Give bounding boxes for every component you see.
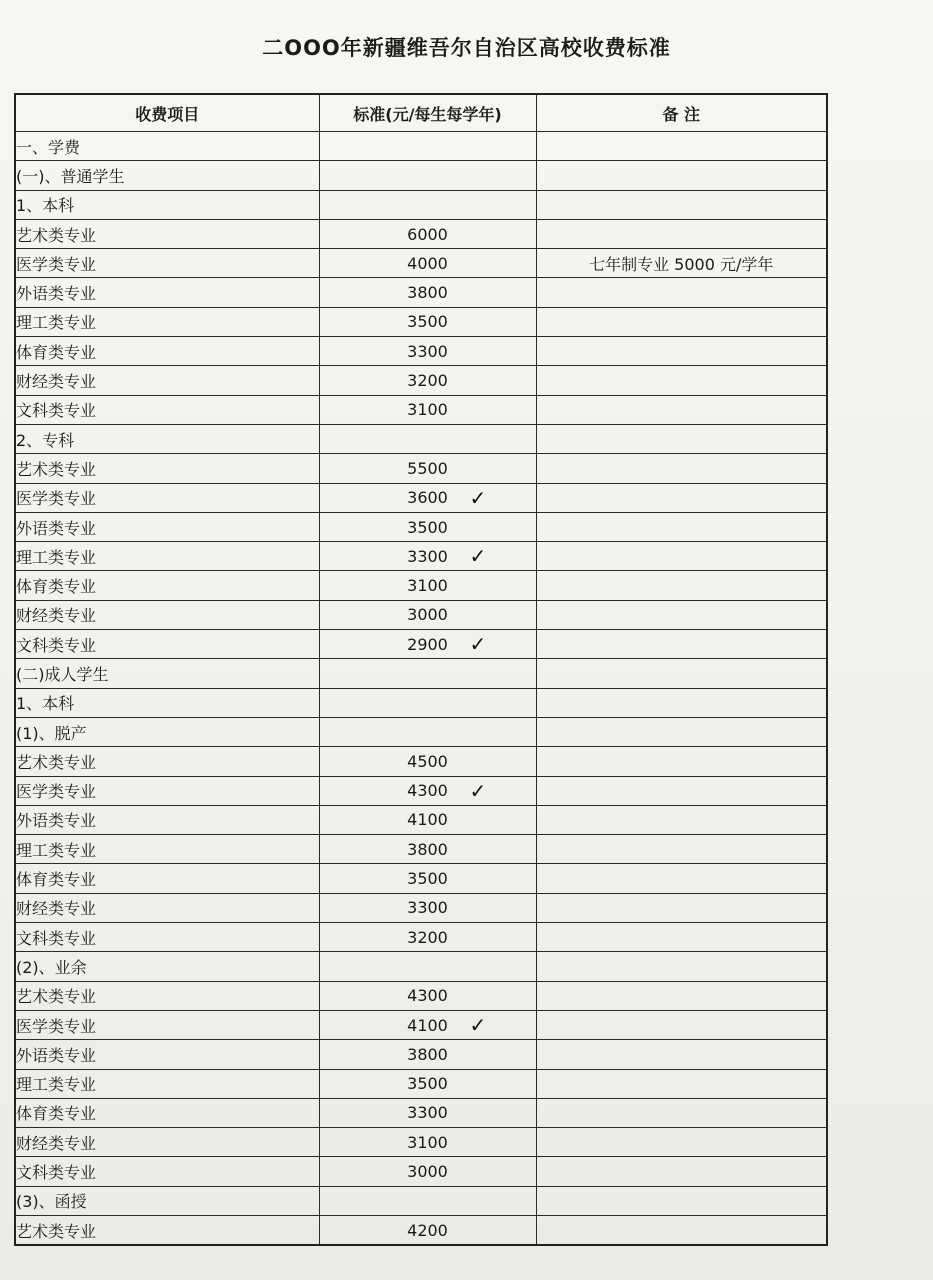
table-row [15,600,827,629]
fee-item-cell: 医学类专业 [15,483,319,512]
fee-note-cell [536,454,827,483]
fee-standard-value: 3300 [407,341,448,361]
fee-standard-cell [319,337,536,366]
fee-note-cell: 七年制专业 5000 元/学年 [536,249,827,278]
table-row [15,249,827,278]
table-row [15,981,827,1010]
fee-note-cell [536,805,827,834]
table-header-row [15,94,827,132]
fee-standard-cell [319,893,536,922]
table-row [15,542,827,571]
table-row [15,483,827,512]
fee-note-cell [536,981,827,1010]
fee-standard-cell [319,981,536,1010]
fee-note-cell [536,424,827,453]
header-note: 备 注 [536,94,827,132]
table-row [15,571,827,600]
fee-standard-value: 3000 [407,1162,448,1182]
fee-item-cell: 外语类专业 [15,1040,319,1069]
fee-note-cell [536,864,827,893]
table-row [15,1010,827,1039]
fee-note-cell [536,161,827,190]
fee-note-cell [536,1215,827,1245]
fee-item-cell: 文科类专业 [15,630,319,659]
fee-standard-value: 3500 [407,1074,448,1094]
fee-standard-cell [319,1069,536,1098]
fee-standard-value: 3500 [407,517,448,537]
fee-standard-cell [319,1186,536,1215]
table-row [15,1215,827,1245]
fee-standard-cell [319,190,536,219]
fee-standard-cell [319,512,536,541]
fee-note-cell [536,278,827,307]
table-row [15,630,827,659]
fee-standard-cell [319,805,536,834]
fee-standard-value: 4300 [407,986,448,1006]
fee-note-cell [536,717,827,746]
fee-standard-cell [319,1157,536,1186]
table-row [15,835,827,864]
fee-note-cell [536,659,827,688]
fee-note-cell [536,571,827,600]
table-row [15,717,827,746]
fee-standard-cell [319,571,536,600]
fee-standard-cell [319,688,536,717]
fee-standard-value: 3800 [407,839,448,859]
fee-item-cell: 外语类专业 [15,278,319,307]
fee-note-cell [536,952,827,981]
fee-standard-cell [319,1215,536,1245]
fee-note-cell [536,483,827,512]
fee-item-cell: 财经类专业 [15,600,319,629]
fee-note-cell [536,219,827,248]
fee-item-cell: (1)、脱产 [15,717,319,746]
fee-standard-value: 3800 [407,283,448,303]
fee-note-cell [536,190,827,219]
fee-standard-cell [319,1010,536,1039]
fee-standard-cell [319,454,536,483]
handwritten-check-icon: ✓ [469,1012,487,1037]
fee-standard-cell [319,1040,536,1069]
fee-standard-cell [319,483,536,512]
fee-standard-value: 3800 [407,1044,448,1064]
fee-standard-value: 3300 [407,546,448,566]
fee-item-cell: (3)、函授 [15,1186,319,1215]
table-row [15,952,827,981]
fee-note-cell [536,366,827,395]
fee-standard-cell [319,952,536,981]
handwritten-check-icon: ✓ [469,632,487,657]
fee-item-cell: 1、本科 [15,688,319,717]
fee-standard-cell [319,659,536,688]
fee-note-cell [536,1040,827,1069]
handwritten-check-icon: ✓ [469,778,487,803]
table-row [15,424,827,453]
table-row [15,454,827,483]
fee-item-cell: 财经类专业 [15,366,319,395]
fee-item-cell: 外语类专业 [15,512,319,541]
fee-item-cell: 财经类专业 [15,893,319,922]
fee-standard-value: 4500 [407,751,448,771]
handwritten-check-icon: ✓ [469,544,487,569]
fee-standard-cell [319,161,536,190]
fee-standard-value: 3500 [407,869,448,889]
table-row [15,1128,827,1157]
fee-table-body [15,132,827,1246]
table-row [15,805,827,834]
fee-standard-cell [319,424,536,453]
fee-note-cell [536,1157,827,1186]
handwritten-check-icon: ✓ [469,485,487,510]
fee-standard-cell [319,542,536,571]
fee-standard-cell [319,600,536,629]
fee-standard-cell [319,864,536,893]
table-row [15,307,827,336]
fee-item-cell: 医学类专业 [15,249,319,278]
fee-standard-value: 4200 [407,1220,448,1240]
fee-note-cell [536,600,827,629]
fee-note-cell [536,1098,827,1127]
fee-note-cell [536,747,827,776]
table-row [15,893,827,922]
fee-item-cell: (一)、普通学生 [15,161,319,190]
fee-standard-cell [319,776,536,805]
fee-standard-value: 4100 [407,1015,448,1035]
fee-item-cell: 理工类专业 [15,307,319,336]
fee-item-cell: 体育类专业 [15,337,319,366]
fee-note-cell [536,835,827,864]
fee-note-cell [536,893,827,922]
table-row [15,1040,827,1069]
fee-note-cell [536,923,827,952]
fee-standard-cell [319,923,536,952]
fee-standard-cell [319,717,536,746]
fee-standard-value: 3000 [407,605,448,625]
fee-standard-cell [319,630,536,659]
table-row [15,366,827,395]
fee-standard-cell [319,307,536,336]
fee-standard-cell [319,249,536,278]
fee-standard-cell [319,132,536,161]
fee-item-cell: 2、专科 [15,424,319,453]
fee-item-cell: 医学类专业 [15,776,319,805]
fee-standard-cell [319,1098,536,1127]
fee-item-cell: 理工类专业 [15,835,319,864]
fee-note-cell [536,512,827,541]
table-row [15,1157,827,1186]
fee-standard-value: 3100 [407,400,448,420]
table-row [15,923,827,952]
fee-item-cell: 1、本科 [15,190,319,219]
table-row [15,512,827,541]
fee-standard-value: 3100 [407,1132,448,1152]
fee-item-cell: 理工类专业 [15,1069,319,1098]
fee-item-cell: 艺术类专业 [15,981,319,1010]
fee-standard-cell [319,219,536,248]
table-row [15,132,827,161]
table-row [15,688,827,717]
fee-standard-value: 2900 [407,634,448,654]
fee-item-cell: 医学类专业 [15,1010,319,1039]
table-row [15,659,827,688]
fee-standard-value: 3200 [407,927,448,947]
header-standard: 标准(元/每生每学年) [319,94,536,132]
table-row [15,278,827,307]
fee-standard-cell [319,747,536,776]
table-row [15,161,827,190]
table-row [15,395,827,424]
fee-item-cell: 文科类专业 [15,923,319,952]
fee-item-cell: 艺术类专业 [15,1215,319,1245]
fee-note-cell [536,630,827,659]
table-row [15,864,827,893]
fee-standard-value: 4300 [407,781,448,801]
fee-note-cell [536,688,827,717]
fee-item-cell: 体育类专业 [15,571,319,600]
header-item: 收费项目 [15,94,319,132]
table-row [15,219,827,248]
document-title: 二OOO年新疆维吾尔自治区高校收费标准 [262,36,671,60]
fee-note-cell [536,395,827,424]
fee-item-cell: 体育类专业 [15,1098,319,1127]
fee-item-cell: 文科类专业 [15,395,319,424]
fee-item-cell: (二)成人学生 [15,659,319,688]
fee-standard-cell [319,366,536,395]
fee-standard-value: 3600 [407,488,448,508]
fee-note-cell [536,1069,827,1098]
fee-note-cell [536,307,827,336]
fee-standard-value: 3300 [407,898,448,918]
fee-item-cell: 一、学费 [15,132,319,161]
fee-standard-value: 4000 [407,253,448,273]
table-row [15,190,827,219]
fee-item-cell: 艺术类专业 [15,219,319,248]
fee-note-cell [536,337,827,366]
fee-standard-value: 3300 [407,1103,448,1123]
fee-note-cell [536,1010,827,1039]
fee-note-cell [536,542,827,571]
fee-standard-cell [319,835,536,864]
fee-table [14,93,828,1246]
fee-item-cell: 财经类专业 [15,1128,319,1157]
fee-note-cell [536,132,827,161]
fee-standard-value: 6000 [407,224,448,244]
fee-note-cell [536,776,827,805]
fee-standard-value: 3500 [407,312,448,332]
fee-item-cell: (2)、业余 [15,952,319,981]
fee-standard-value: 5500 [407,458,448,478]
fee-item-cell: 文科类专业 [15,1157,319,1186]
fee-note-cell [536,1128,827,1157]
fee-standard-value: 3100 [407,576,448,596]
table-row [15,1098,827,1127]
fee-item-cell: 艺术类专业 [15,454,319,483]
fee-standard-cell [319,1128,536,1157]
fee-note-cell [536,1186,827,1215]
table-row [15,747,827,776]
fee-standard-value: 4100 [407,810,448,830]
table-row [15,1069,827,1098]
fee-item-cell: 艺术类专业 [15,747,319,776]
fee-standard-value: 3200 [407,371,448,391]
table-row [15,337,827,366]
table-row [15,776,827,805]
fee-item-cell: 体育类专业 [15,864,319,893]
fee-standard-cell [319,278,536,307]
fee-standard-cell [319,395,536,424]
table-row [15,1186,827,1215]
fee-item-cell: 理工类专业 [15,542,319,571]
fee-item-cell: 外语类专业 [15,805,319,834]
